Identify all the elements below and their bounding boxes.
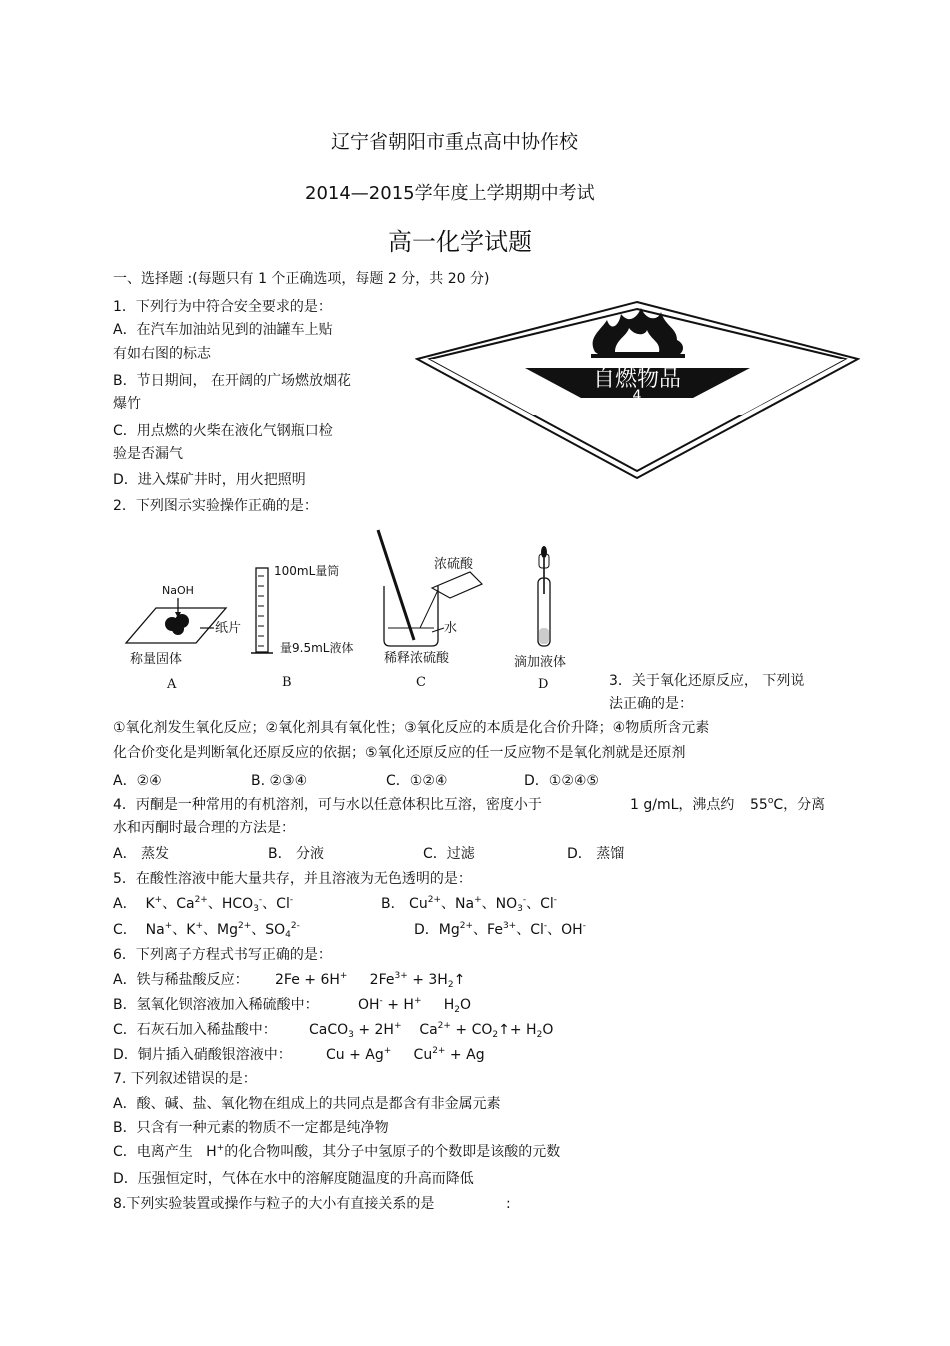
q3-option-a: A．②④: [113, 773, 162, 789]
figure-d-dropper: [514, 546, 566, 692]
q5-option-c: C． Na+、K+、$Mg^{2+}$、$SO_4^{2-}$: [113, 921, 300, 940]
q5-option-d: D．$Mg^{2+}$、$Fe^{3+}$、Cl-、OH-: [414, 921, 586, 938]
exam-title: 2014—2015学年度上学期期中考试: [305, 183, 595, 204]
q2-stem: 2．下列图示实验操作正确的是：: [113, 498, 318, 514]
q6-option-b-label: B．氢氧化钡溶液加入稀硫酸中：: [113, 997, 319, 1013]
q1-option-a-line1: A．在汽车加油站见到的油罐车上贴: [113, 322, 333, 338]
q3-statement-line1: ①氧化剂发生氧化反应；②氧化剂具有氧化性；③氧化反应的本质是化合价升降；④物质所含元素: [113, 720, 710, 736]
q1-stem: 1．下列行为中符合安全要求的是：: [113, 299, 332, 315]
q3-option-d: D．①②④⑤: [524, 773, 599, 789]
svg-text:浓硫酸: 浓硫酸: [434, 557, 474, 572]
q5-stem: 5．在酸性溶液中能大量共存，并且溶液为无色透明的是：: [113, 871, 472, 887]
q4-stem-part2: 1 g/mL，沸点约: [630, 797, 735, 813]
q1-option-d: D．进入煤矿井时，用火把照明: [113, 472, 306, 488]
q7-option-d: D．压强恒定时，气体在水中的溶解度随温度的升高而降低: [113, 1171, 474, 1187]
sign-label: 自燃物品: [592, 367, 682, 392]
q1-option-c-line2: 验是否漏气: [113, 446, 183, 462]
svg-text:称量固体: 称量固体: [130, 652, 183, 667]
svg-text:A: A: [167, 677, 177, 692]
q8-colon: :: [506, 1196, 511, 1212]
lab-operations-figure: [120, 528, 590, 698]
figure-c-dilution: [378, 530, 482, 690]
q3-option-c: C．①②④: [386, 773, 448, 789]
svg-text:稀释浓硫酸: 稀释浓硫酸: [384, 651, 450, 666]
figure-a-weighing: [126, 584, 241, 692]
q1-option-c-line1: C．用点燃的火柴在液化气钢瓶口检: [113, 423, 333, 439]
q6-option-a-equation: 2Fe + 6H+ $2Fe^{3+}$ + $3H_2↑$: [275, 971, 466, 990]
q1-option-b-line2: 爆竹: [113, 396, 141, 412]
q3-statement-line2: 化合价变化是判断氧化还原反应的依据；⑤氧化还原反应的任一反应物不是氧化剂就是还原剂: [113, 745, 686, 761]
spontaneous-combustion-sign: [415, 300, 860, 480]
q7-option-c: C．电离产生 H+的化合物叫酸，其分子中氢原子的个数即是该酸的元数: [113, 1143, 561, 1160]
svg-text:100mL量筒: 100mL量筒: [274, 564, 340, 578]
q4-option-d: D． 蒸馏: [567, 846, 625, 862]
svg-text:NaOH: NaOH: [162, 584, 194, 597]
q7-option-b: B．只含有一种元素的物质不一定都是纯净物: [113, 1120, 389, 1136]
school-title: 辽宁省朝阳市重点高中协作校: [331, 131, 579, 153]
svg-text:B: B: [282, 675, 292, 690]
q4-option-a: A． 蒸发: [113, 846, 170, 862]
q6-option-b-equation: OH- + H+ $H_2O$: [358, 996, 472, 1015]
q4-stem-part1: 4．丙酮是一种常用的有机溶剂，可与水以任意体积比互溶，密度小于: [113, 797, 542, 813]
section-heading: 一、选择题 :(每题只有 1 个正确选项，每题 2 分，共 20 分): [113, 271, 490, 287]
q4-option-c: C．过滤: [423, 846, 475, 862]
q4-option-b: B． 分液: [268, 846, 325, 862]
svg-text:D: D: [538, 677, 549, 692]
q7-stem: 7. 下列叙述错误的是：: [113, 1071, 257, 1087]
q5-option-a: A． K+、$Ca^{2+}$、$HCO_3^-$、Cl-: [113, 895, 294, 914]
subject-title: 高一化学试题: [388, 228, 532, 256]
q6-option-d-equation: Cu + Ag+ $Cu^{2+} + Ag$: [326, 1046, 485, 1063]
q6-option-a-label: A．铁与稀盐酸反应：: [113, 972, 249, 988]
svg-text:纸片: 纸片: [215, 621, 242, 636]
q1-option-a-line2: 有如右图的标志: [113, 346, 211, 362]
q3-option-b: B. ②③④: [251, 773, 308, 789]
sign-class-number: 4: [632, 388, 642, 404]
svg-text:C: C: [416, 675, 426, 690]
q6-option-c-label: C．石灰石加入稀盐酸中：: [113, 1022, 277, 1038]
q4-stem-part3: 55$^o$C，分离: [750, 796, 826, 813]
q1-option-b-line1: B．节日期间， 在开阔的广场燃放烟花: [113, 373, 352, 389]
q6-option-c-equation: CaCO$_3$ + 2H+ $Ca^{2+}$ + $CO_2↑+ H_2O$: [309, 1021, 554, 1040]
q6-stem: 6．下列离子方程式书写正确的是：: [113, 947, 332, 963]
figure-b-cylinder: [251, 564, 353, 690]
q6-option-d-label: D．铜片插入硝酸银溶液中：: [113, 1047, 292, 1063]
q3-stem-line1: 3．关于氧化还原反应， 下列说: [609, 673, 805, 689]
q8-stem: 8.下列实验装置或操作与粒子的大小有直接关系的是: [113, 1196, 435, 1212]
svg-text:滴加液体: 滴加液体: [514, 655, 567, 670]
q5-option-b: B． $Cu^{2+}$、Na+、$NO_3^-$、Cl-: [381, 895, 558, 914]
q4-stem-line2: 水和丙酮时最合理的方法是：: [113, 820, 295, 836]
svg-text:水: 水: [444, 621, 458, 636]
q3-stem-line2: 法正确的是：: [609, 696, 693, 712]
svg-text:量9.5mL液体: 量9.5mL液体: [280, 641, 354, 655]
q7-option-a: A．酸、碱、盐、氧化物在组成上的共同点是都含有非金属元素: [113, 1096, 501, 1112]
